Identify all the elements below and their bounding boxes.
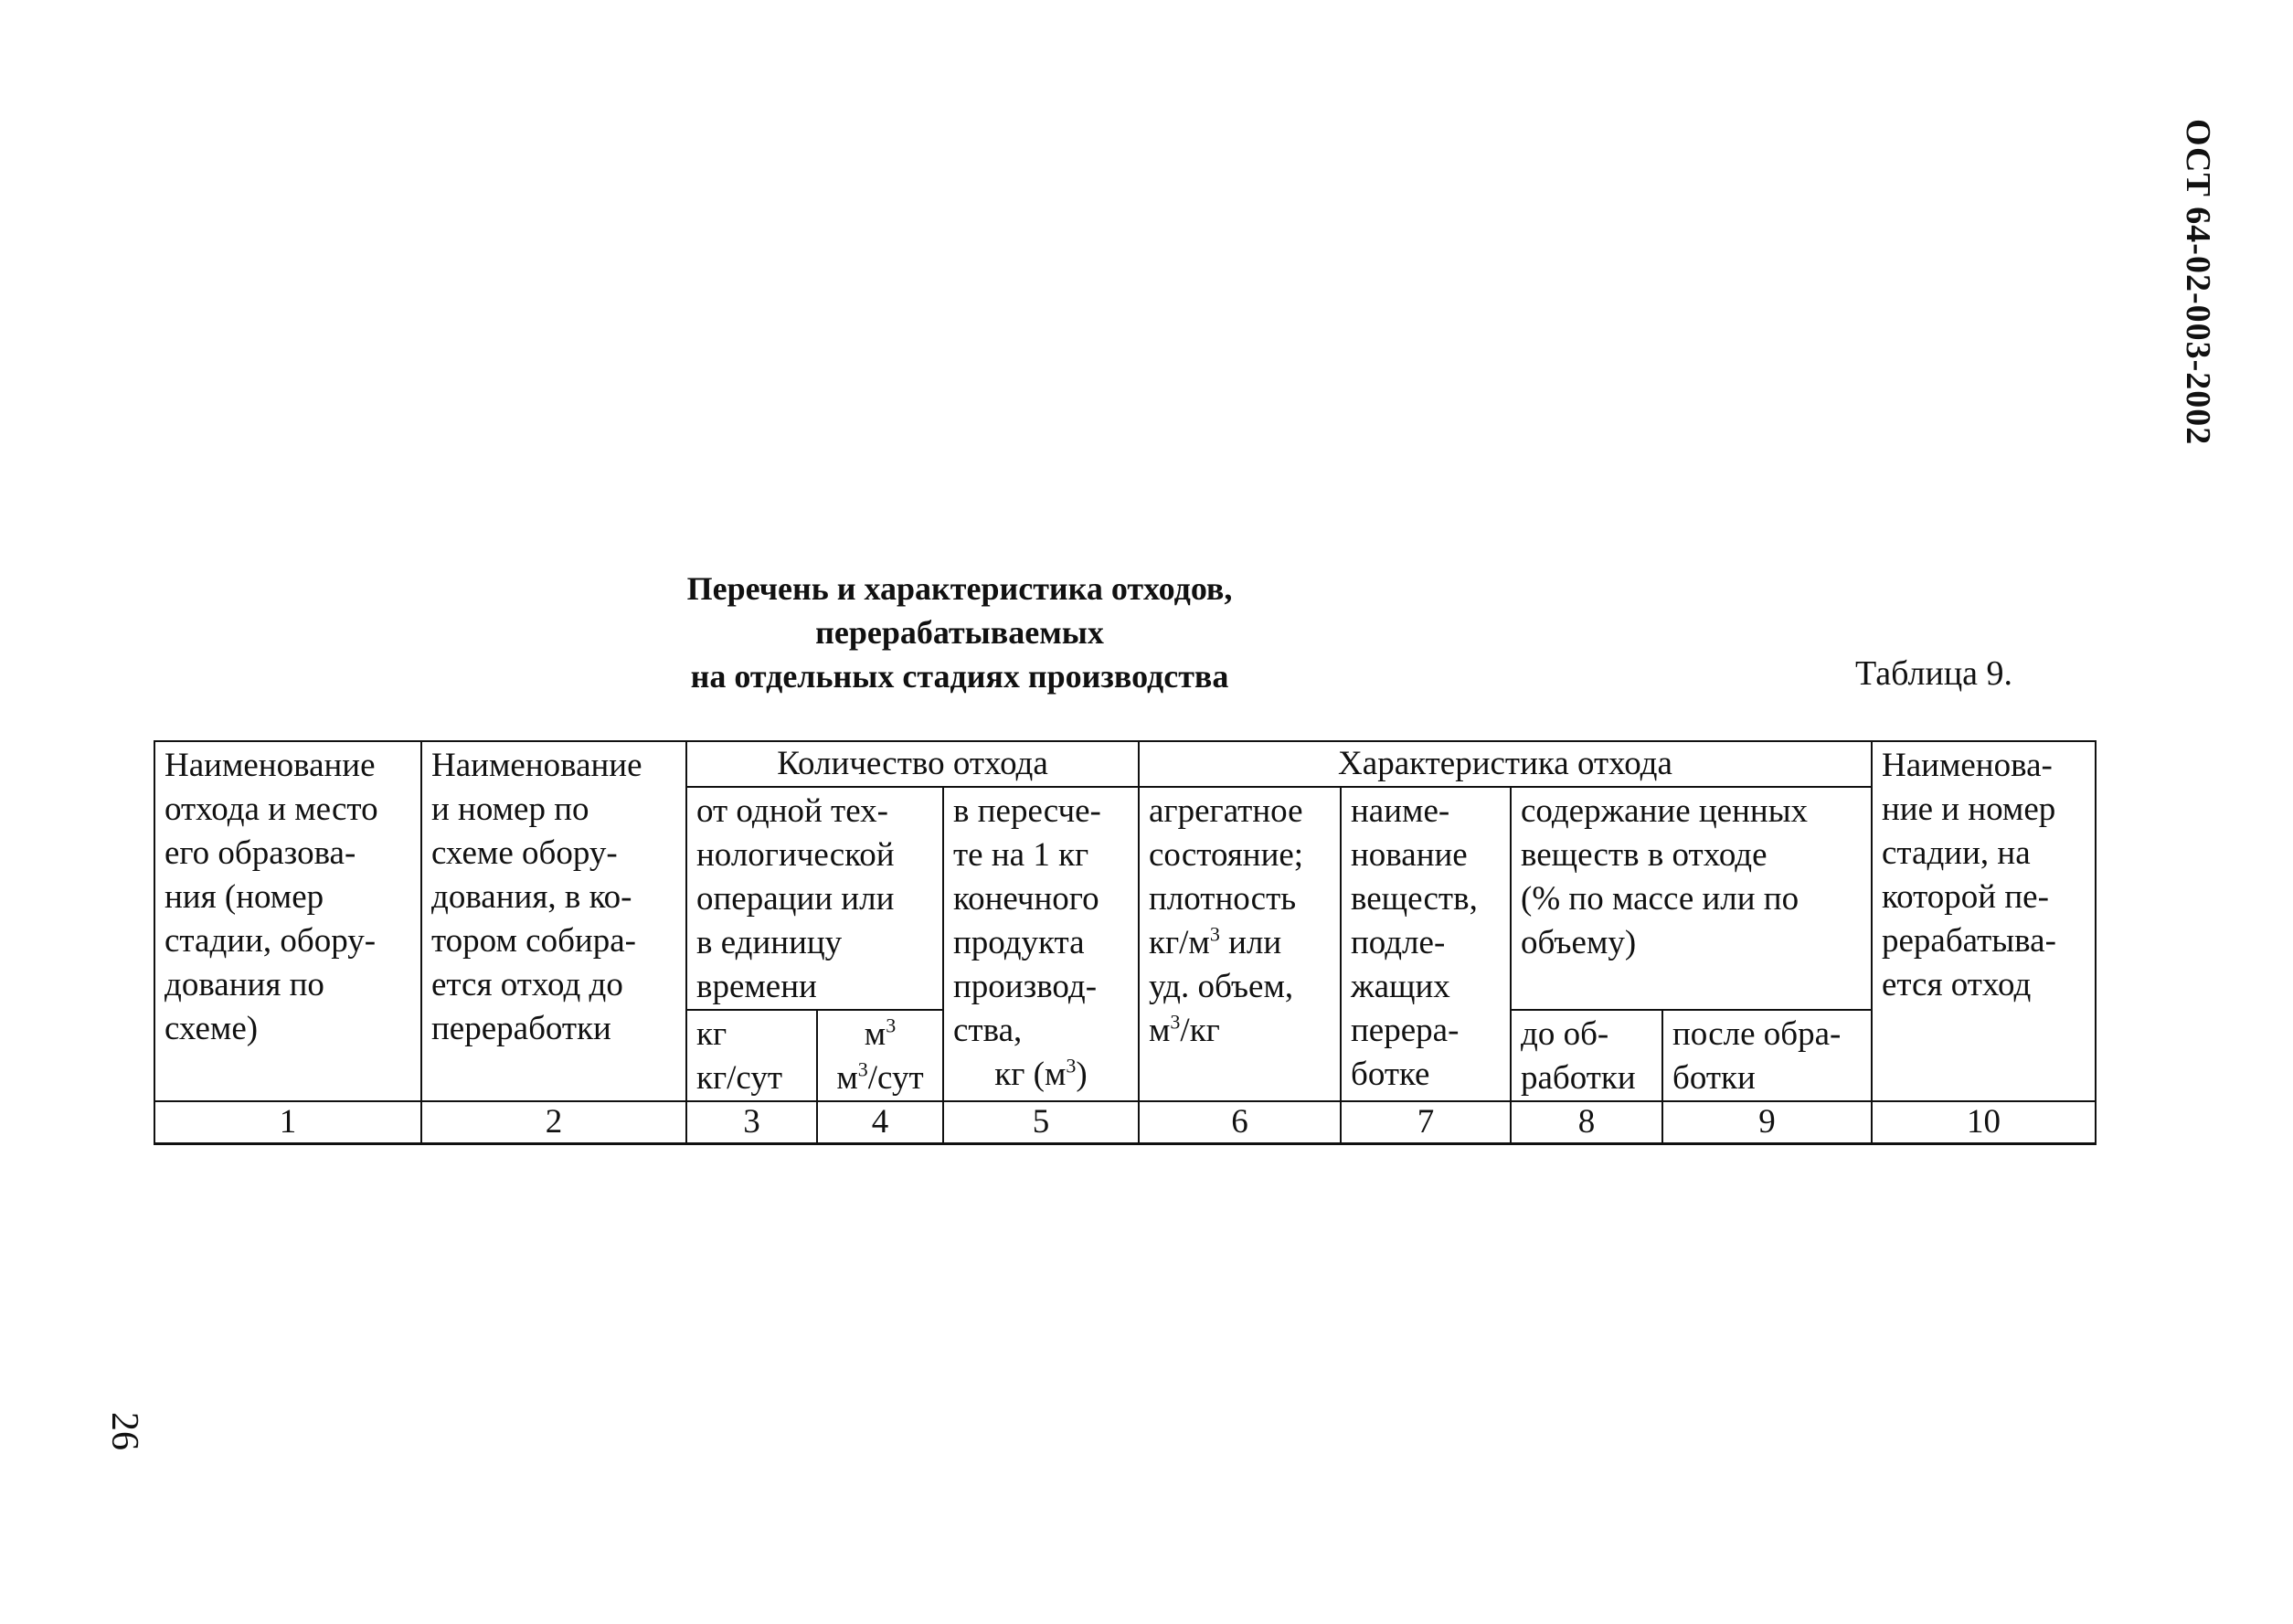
page-number: 26 bbox=[103, 1412, 145, 1450]
column-numbers-row bbox=[154, 1101, 2096, 1144]
valuable-content-header: содержание ценных веществ в отходе (% по массе или по объему) bbox=[1511, 787, 1872, 1010]
column-number: 7 bbox=[1341, 1101, 1511, 1144]
page-title bbox=[548, 567, 1371, 698]
table-caption: Таблица 9. bbox=[1855, 654, 2013, 693]
unit-m3-header: $м^3$ $м^3$/сут bbox=[817, 1010, 943, 1101]
column-number: 1 bbox=[154, 1101, 421, 1144]
per-kg-product-header: в пересче- те на 1 кг конечного продукта производ- ства, кг $(м^3)$ bbox=[943, 787, 1139, 1101]
column-number: 2 bbox=[421, 1101, 686, 1144]
col-waste-name-header: Наименование отхода и место его образова- ния (номер стадии, обору- дования по схеме) bbox=[154, 741, 421, 1101]
quantity-group-header: Количество отхода bbox=[686, 741, 1139, 787]
per-operation-header: от одной тех- нологической операции или в единицу времени bbox=[686, 787, 943, 1010]
waste-table bbox=[154, 740, 2097, 1145]
col-processing-stage-header: Наименова- ние и номер стадии, на которой пе- рерабатыва- ется отход bbox=[1872, 741, 2096, 1101]
col-equipment-header: Наименование и номер по схеме обору- дования, в ко- тором собира- ется отход до переработки bbox=[421, 741, 686, 1101]
column-number: 10 bbox=[1872, 1101, 2096, 1144]
substances-header: наиме- нование веществ, подле- жащих перера- ботке bbox=[1341, 787, 1511, 1101]
header-row-1 bbox=[154, 741, 2096, 787]
physical-state-header: агрегатное состояние; плотность $кг/м^3$ или уд. объем, $м^3/кг$ bbox=[1139, 787, 1341, 1101]
unit-kg-header: кг кг/сут bbox=[686, 1010, 817, 1101]
document-code: ОСТ 64-02-003-2002 bbox=[2179, 119, 2217, 446]
title-line-1: Перечень и характеристика отходов, перерабатываемых bbox=[686, 570, 1233, 651]
title-line-2: на отдельных стадиях производства bbox=[690, 658, 1229, 695]
column-number: 3 bbox=[686, 1101, 817, 1144]
column-number: 8 bbox=[1511, 1101, 1662, 1144]
after-processing-header: после обра- ботки bbox=[1662, 1010, 1872, 1101]
column-number: 5 bbox=[943, 1101, 1139, 1144]
column-number: 4 bbox=[817, 1101, 943, 1144]
characteristics-group-header: Характеристика отхода bbox=[1139, 741, 1872, 787]
column-number: 9 bbox=[1662, 1101, 1872, 1144]
before-processing-header: до об- работки bbox=[1511, 1010, 1662, 1101]
column-number: 6 bbox=[1139, 1101, 1341, 1144]
